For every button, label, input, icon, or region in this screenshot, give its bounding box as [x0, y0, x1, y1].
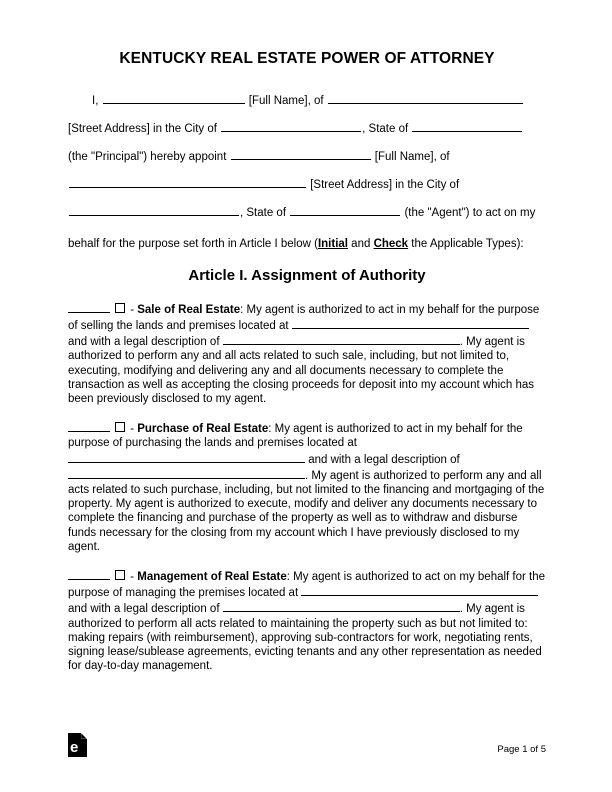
principal-state-blank[interactable]	[412, 120, 522, 132]
clause-separator-purchase: -	[127, 423, 138, 436]
clause-text1-purchase: My agent is authorized to act in my behalf for the purpose of purchasing the lands and premises located at	[68, 423, 523, 450]
clause-purchase-of-real-estate	[68, 420, 546, 554]
clause-label-management: Management of Real Estate	[137, 571, 287, 584]
principal-name-blank[interactable]	[103, 92, 245, 104]
agent-street-label: [Street Address] in the City of	[310, 178, 460, 191]
logo-letter-e: e	[70, 739, 79, 756]
clause-sale-of-real-estate	[68, 301, 546, 406]
clause-text2-management: and with a legal description of	[68, 603, 220, 616]
clause-text3-purchase: . My agent is authorized to perform any and all acts related to such purchase, including, but not limited to the financing and mortgaging of the property. My agent is authorized to execute, modify and deliver any documents necessary to complete the financing and purchase of the property as well as to withdraw and disburse funds necessary for the closing from my account which I have previously disclosed to my agent.	[68, 469, 545, 553]
clause-label-sale: Sale of Real Estate	[137, 303, 241, 316]
clause-text2-sale: and with a legal description of	[68, 336, 220, 349]
agent-address-blank[interactable]	[69, 176, 306, 188]
principal-clause-label: (the "Principal") hereby appoint	[68, 150, 227, 163]
clause-label-purchase: Purchase of Real Estate	[137, 423, 269, 436]
initials-blank-sale[interactable]	[68, 301, 110, 313]
principal-name-label: [Full Name], of	[248, 94, 324, 107]
property-address-blank-management[interactable]	[301, 584, 538, 596]
clause-management-of-real-estate	[68, 568, 546, 673]
legal-description-blank-sale[interactable]	[223, 333, 460, 345]
agent-name-blank[interactable]	[231, 148, 371, 160]
page-number: Page 1 of 5	[497, 744, 546, 755]
agent-state-blank[interactable]	[290, 204, 400, 216]
behalf-paragraph	[68, 237, 546, 251]
behalf-prefix: behalf for the purpose set forth in Article I below (	[68, 237, 318, 250]
page-title: KENTUCKY REAL ESTATE POWER OF ATTORNEY	[119, 50, 495, 67]
behalf-initial-emphasis: Initial	[317, 237, 348, 250]
agent-city-blank[interactable]	[69, 204, 239, 216]
initials-blank-purchase[interactable]	[68, 420, 110, 432]
document-body	[68, 50, 546, 673]
behalf-suffix: the Applicable Types):	[408, 237, 524, 250]
property-address-blank-sale[interactable]	[292, 317, 529, 329]
intro-i-label: I,	[92, 94, 99, 107]
clause-separator-management: -	[127, 571, 138, 584]
clause-text1-management: My agent is authorized to act on my behalf for the purpose of managing the premises located at	[68, 571, 546, 600]
agent-name-label: [Full Name], of	[374, 150, 450, 163]
principal-city-blank[interactable]	[221, 120, 361, 132]
checkbox-purchase-of-real-estate[interactable]	[115, 422, 125, 432]
clause-text1-sale: My agent is authorized to act in my behalf for the purpose of selling the lands and premises located at	[68, 303, 540, 332]
behalf-and: and	[347, 237, 374, 250]
legal-description-blank-management[interactable]	[223, 600, 460, 612]
principal-address-blank[interactable]	[328, 92, 523, 104]
checkbox-sale-of-real-estate[interactable]	[115, 303, 125, 313]
initials-blank-management[interactable]	[68, 568, 110, 580]
principal-state-label: , State of	[362, 122, 409, 135]
agent-clause-label: (the "Agent") to act on my	[404, 206, 536, 219]
clause-text3-sale: . My agent is authorized to perform any and all acts related to such sale, including, but not limited to, executing, modifying and delivering any and all documents necessary to complete the transaction as well as accepting the closing proceeds for deposit into my account which has been previously disclosed to my agent.	[68, 336, 535, 406]
checkbox-management-of-real-estate[interactable]	[115, 570, 125, 580]
clause-colon-management: :	[286, 571, 294, 584]
legal-description-blank-purchase[interactable]	[68, 467, 305, 479]
clause-separator-sale: -	[127, 303, 138, 316]
clause-text3-management: . My agent is authorized to perform all acts related to maintaining the property such as but not limited to: making repairs (with reimbursement), approving sub-contractors for work, negotiating rents, signing lease/sublease agreements, evicting tenants and any other representation as needed for day-to-day management.	[68, 603, 542, 673]
behalf-check-emphasis: Check	[373, 237, 409, 250]
property-address-blank-purchase[interactable]	[68, 451, 305, 463]
principal-street-label: [Street Address] in the City of	[68, 122, 217, 135]
clause-text2-purchase: and with a legal description of	[305, 453, 460, 466]
clause-colon-sale: :	[240, 303, 247, 316]
intro-paragraph	[68, 87, 546, 227]
eforms-document-logo-icon	[68, 733, 87, 757]
article-heading: Article I. Assignment of Authority	[188, 266, 426, 284]
agent-state-label: , State of	[240, 206, 287, 219]
clause-colon-purchase: :	[268, 423, 275, 436]
page-footer	[68, 733, 546, 773]
